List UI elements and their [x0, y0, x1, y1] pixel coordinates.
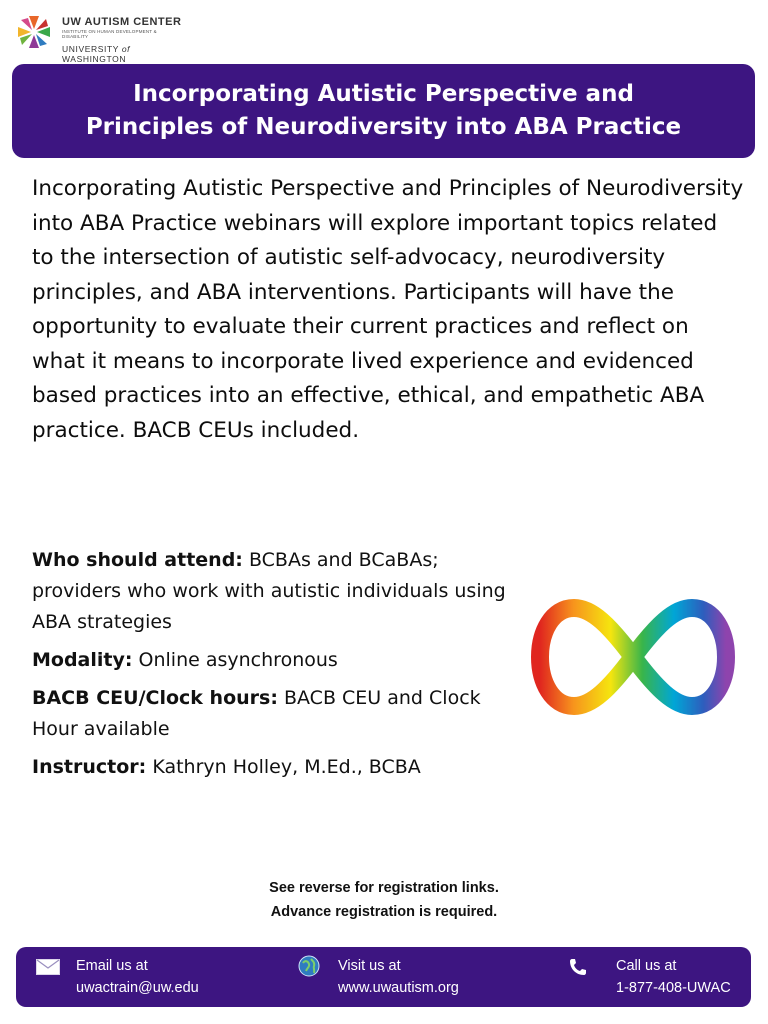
title-banner — [12, 64, 755, 158]
detail-audience — [32, 545, 512, 638]
website-link[interactable]: www.uwautism.org — [338, 980, 459, 996]
registration-note-line1: See reverse for registration links. — [269, 880, 499, 896]
phone-icon — [568, 957, 588, 977]
page-title: Incorporating Autistic Perspective and Principles of Neurodiversity into ABA Practice — [85, 81, 682, 140]
detail-value: BCBAs and BCaBAs; providers who work with autistic individuals using ABA strategies — [32, 549, 506, 633]
course-description: Incorporating Autistic Perspective and Principles of Neurodiversity into ABA Practice webinars will explore important topics related to the intersection of autistic self-advocacy, neurodiversity principles, and ABA interventions. Participants will have the opportunity to evaluate their current practices and reflect on what it means to incorporate lived experience and evidenced based practices into an effective, ethical, and empathetic ABA practice. BACB CEUs included. — [32, 176, 744, 443]
email-label: Email us at — [76, 958, 148, 974]
uw-autism-center-logo — [14, 12, 184, 64]
detail-instructor — [32, 752, 512, 783]
email-link[interactable]: uwactrain@uw.edu — [76, 980, 199, 996]
logo-title: UW AUTISM CENTER — [62, 16, 182, 28]
detail-modality — [32, 645, 512, 676]
phone-label: Call us at — [616, 958, 677, 974]
registration-note-line2: Advance registration is required. — [270, 904, 498, 920]
detail-ceu-hours — [32, 683, 512, 745]
course-details — [32, 545, 512, 790]
detail-label: Who should attend: — [32, 549, 243, 571]
globe-icon — [298, 955, 320, 977]
website-label: Visit us at — [338, 958, 401, 974]
detail-value: BACB CEU and Clock Hour available — [32, 687, 481, 740]
logo-mark-icon — [14, 12, 54, 52]
rainbow-infinity-icon — [530, 596, 736, 718]
phone-number[interactable]: 1-877-408-UWAC — [616, 980, 731, 996]
detail-label: Instructor: — [32, 756, 147, 778]
contact-footer — [16, 947, 751, 1007]
detail-label: BACB CEU/Clock hours: — [32, 687, 278, 709]
detail-value: Online asynchronous — [138, 649, 338, 671]
detail-label: Modality: — [32, 649, 133, 671]
envelope-icon — [36, 959, 60, 975]
logo-university: UNIVERSITY of WASHINGTON — [62, 44, 131, 64]
detail-value: Kathryn Holley, M.Ed., BCBA — [152, 756, 421, 778]
registration-note — [184, 876, 584, 924]
logo-subtitle: INSTITUTE ON HUMAN DEVELOPMENT & DISABILITY — [62, 29, 157, 39]
